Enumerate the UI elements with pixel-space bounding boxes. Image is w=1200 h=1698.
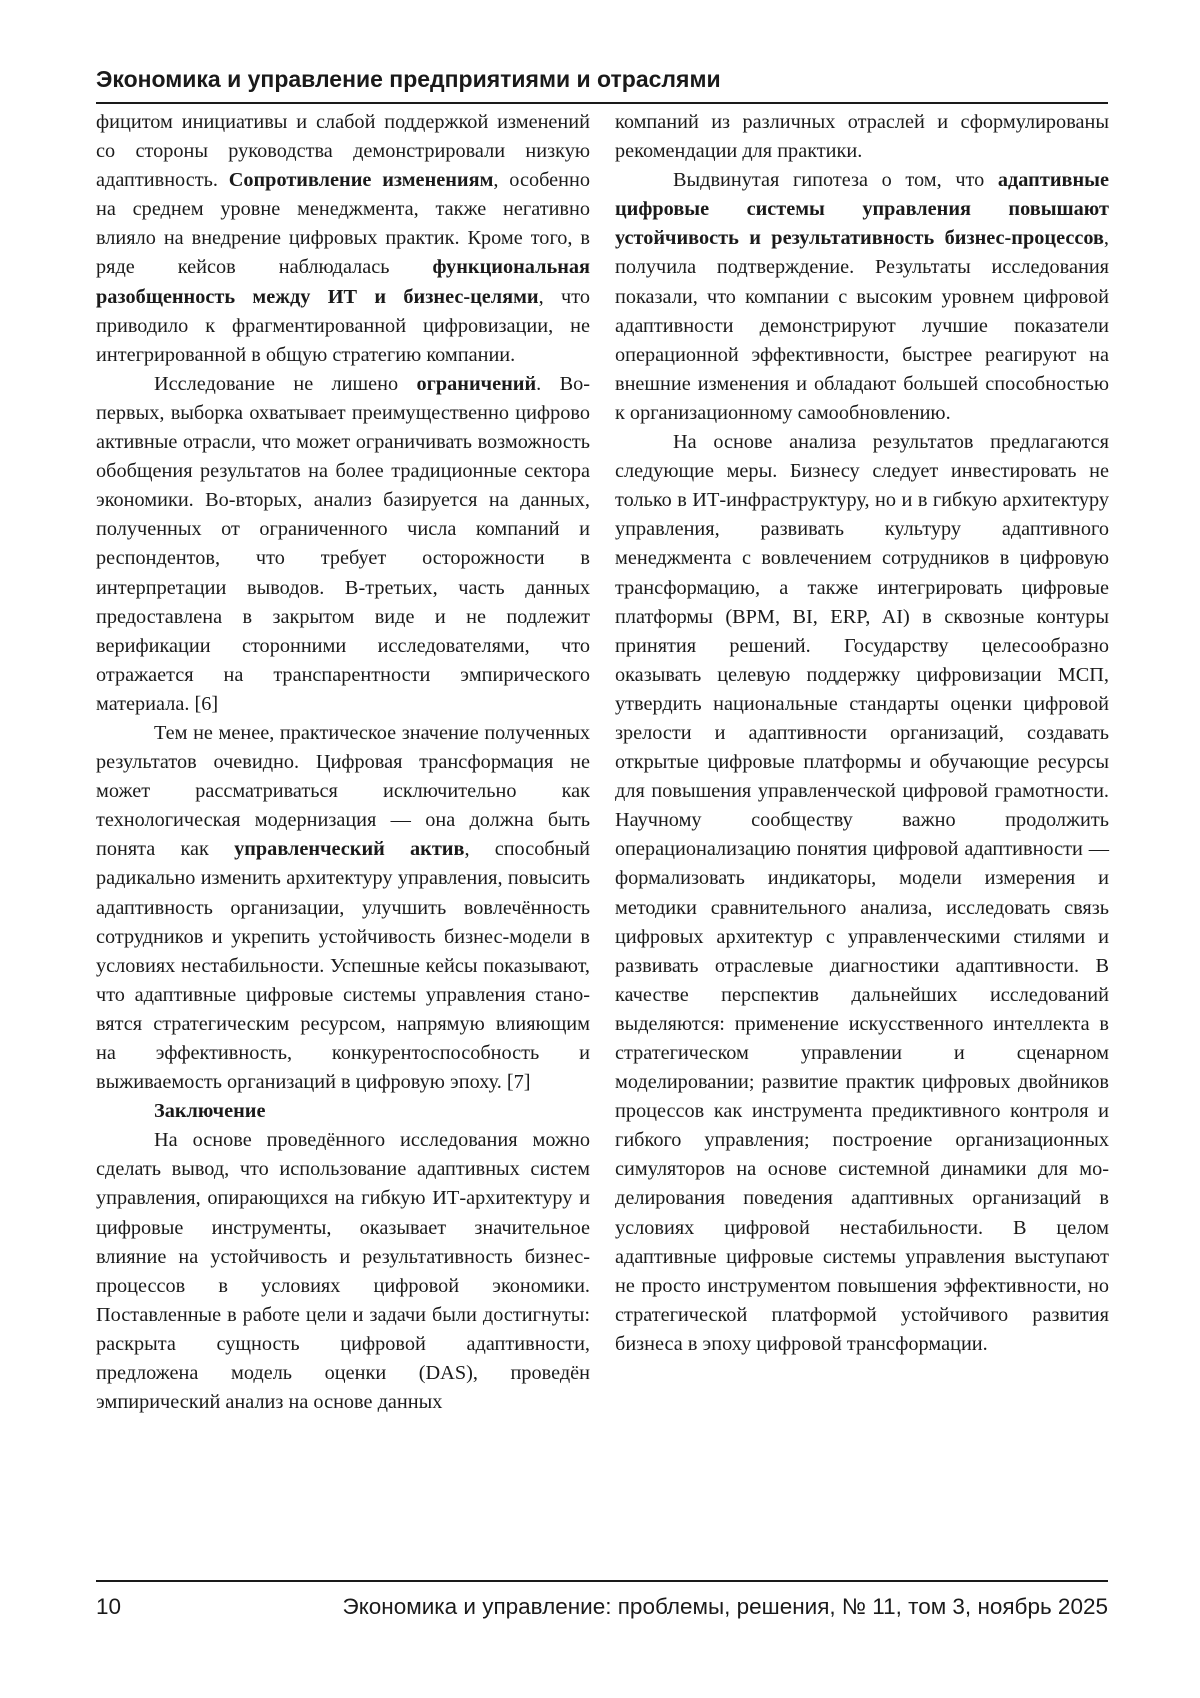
bold-term-disconnect: функциональная разобщенность между ИТ и бизнес-целями	[96, 256, 590, 308]
paragraph-hypothesis: Выдвинутая гипотеза о том, что адаптивные цифровые системы управления повышают устойчивость и результативность бизнес-процессов, получила подтверждение. Результаты исследования показали, что компании с высоким уровнем цифровой адаптивности демонстрируют лучшие показатели операционной эффективности, быстрее реагируют на внешние изменения и обладают большей способностью к организационному самообновлению.	[615, 169, 1109, 424]
right-column	[615, 108, 1109, 1359]
paragraph-limitations: Исследование не лишено ограничений. Во-первых, выборка охватывает преимущественно цифрово активные отрасли, что может ограничивать возможность обобщения результатов на более традиционные сектора экономики. Во-вторых, анализ базируется на данных, полученных от ограниченного числа компаний и респондентов, что требует осторожности в интерпретации выводов. В-третьих, часть данных предоставлена в закрытом виде и не подлежит верификации сторонними исследователями, что отражается на транспарентности эмпирического материала. [6]	[96, 372, 591, 715]
bold-term-management-asset: управленческий актив	[234, 838, 465, 861]
paragraph-recommendations: На основе анализа результатов предлагаются следующие меры. Бизнесу следует инвестировать не только в ИТ-инфраструктуру, но и в гибкую архитектуру управления, развивать культуру адаптивного менеджмента с вовлечением сотрудников в цифровую трансформацию, а также интегрировать цифровые платформы (BPM, BI, ERP, AI) в сквозные контуры принятия решений. Государству целесообразно оказывать целевую поддержку цифровизации МСП, утвердить национальные стандарты оценки цифровой зрелости и адаптивности организаций, создавать открытые цифровые платформы и обучающие ресурсы для повышения управленческой цифровой грамотности. Научному сообществу важно продолжить операционализацию понятия цифровой адаптивности — формализовать индикаторы, модели измерения и методики сравнительного анализа, исследовать связь цифровых архитектур с управленческими стилями и развивать отраслевые диагностики адаптивности. В качестве перспектив дальнейших исследований выделяются: применение искусственного интеллекта в стратегическом управлении и сценарном моделировании; развитие практик цифровых двойников процессов как инструмента предиктивного контроля и гибкого управления; построение организационных симуляторов на основе системной динамики для моделирования поведения адаптивных организаций в условиях цифровой нестабильности. В целом адаптивные цифровые системы управления выступают не просто инструментом повышения эффективности, но стратегической платформой устойчивого развития бизнеса в эпоху цифровой трансформации.	[615, 431, 1109, 1355]
paragraph-conclusion-start: На основе проведённого исследования можно сделать вывод, что использование адаптивных систем управления, опирающихся на гибкую ИТ-архитектуру и цифровые инструменты, оказывает значительное влияние на устойчивость и результативность бизнес-процессов в условиях цифровой экономики. Поставленные в работе цели и задачи были достигнуты: раскрыта сущность цифровой адаптивности, предложена модель оценки (DAS), проведён эмпирический анализ на основе данных	[96, 1129, 590, 1414]
header-rule	[96, 102, 1108, 104]
page-number: 10	[96, 1594, 122, 1619]
journal-info: Экономика и управление: проблемы, решения, № 11, том 3, ноябрь 2025	[342, 1594, 1108, 1619]
left-column	[96, 108, 590, 1417]
bold-term-limitations: ограничений	[416, 372, 537, 395]
section-heading-conclusion: Заключение	[154, 1100, 266, 1123]
bold-term-resistance: Сопротивление изменениям	[228, 169, 494, 192]
paragraph-practical-value: Тем не менее, практическое значение полученных результатов очевидно. Цифровая трансформация не может рассматриваться исключительно как технологическая модернизация — она должна быть понята как управленческий актив, способный радикально изменить архитектуру управления, повысить адаптивность организации, улучшить вовлечённость сотрудников и укрепить устойчивость бизнес-модели в условиях нестабильности. Успешные кейсы показывают, что адаптивные цифровые системы управления становятся стратегическим ресурсом, напрямую влияющим на эффективность, конкурентоспособность и выживаемость организаций в цифровую эпоху. [7]	[96, 721, 590, 1094]
paragraph-resistance: фицитом инициативы и слабой поддержкой изменений со стороны руководства демонстрировали низкую адаптивность. Сопротивление изменениям, особенно на среднем уровне менеджмента, также негативно влияло на внедрение цифровых практик. Кроме того, в ряде кейсов наблюдалась функциональная разобщенность между ИТ и бизнес-целями, что приводило к фрагментированной цифровизации, не интегрированной в общую стратегию компании.	[96, 111, 590, 366]
page-footer	[96, 1590, 1108, 1624]
paragraph-continuation: компаний из различных отраслей и сформулированы рекомендации для практики.	[615, 111, 1109, 163]
running-header: Экономика и управление предприятиями и отраслями	[96, 66, 721, 92]
footer-rule	[96, 1580, 1108, 1582]
bold-term-hypothesis: адаптивные цифровые системы управления повышают устойчивость и результативность бизнес-процессов	[615, 169, 1109, 250]
